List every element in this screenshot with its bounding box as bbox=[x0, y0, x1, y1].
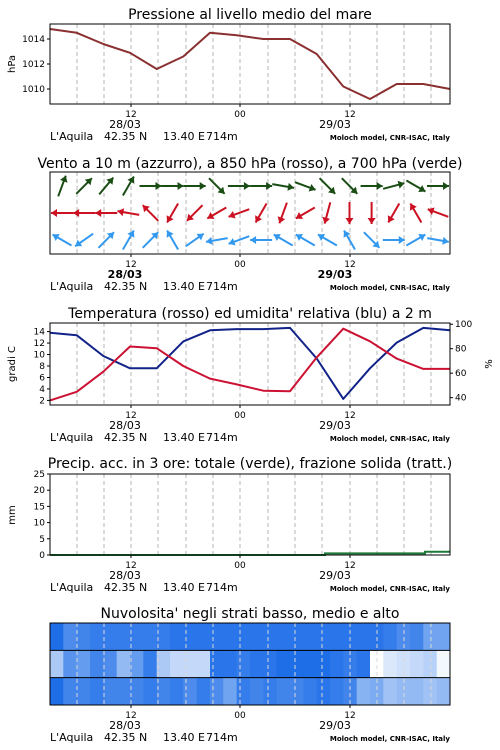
arrow-head bbox=[346, 218, 354, 224]
precip-panel bbox=[7, 456, 452, 594]
wind-850-arrow bbox=[73, 209, 95, 217]
cloud-cell bbox=[383, 678, 397, 705]
cloud-cell bbox=[237, 623, 251, 650]
cloud-cell bbox=[357, 623, 371, 650]
wind-700-arrow bbox=[162, 182, 184, 190]
location-name: L'Aquila bbox=[50, 731, 94, 744]
wind-850-arrow bbox=[346, 202, 354, 224]
cloud-cell bbox=[250, 650, 264, 677]
arrow-head bbox=[95, 209, 101, 217]
y-tick-label: 1014 bbox=[22, 35, 45, 45]
cloud-cell bbox=[143, 650, 157, 677]
y-tick-label-right: 80 bbox=[455, 344, 467, 355]
hour-label: 12 bbox=[125, 260, 137, 270]
wind-10m-arrow bbox=[229, 236, 250, 245]
date-label: 29/03 bbox=[319, 118, 351, 131]
wind-850-arrow bbox=[229, 209, 250, 218]
cloud-cell bbox=[437, 678, 451, 705]
location-name: L'Aquila bbox=[50, 130, 94, 143]
cloud-cell bbox=[197, 650, 211, 677]
cloud-cell bbox=[277, 650, 291, 677]
cloud-cell bbox=[143, 623, 157, 650]
y-tick-label: 5 bbox=[39, 534, 45, 545]
clouds-plot bbox=[50, 623, 451, 705]
wind-850-arrow bbox=[296, 208, 315, 220]
date-label: 28/03 bbox=[109, 719, 141, 732]
cloud-cell bbox=[330, 678, 344, 705]
wind-700-arrow bbox=[184, 182, 206, 190]
clouds-panel bbox=[50, 606, 451, 744]
wind-panel bbox=[37, 156, 462, 293]
arrow-head bbox=[178, 182, 184, 190]
model-source: Moloch model, CNR-ISAC, Italy bbox=[329, 735, 450, 743]
cloud-cell bbox=[157, 623, 171, 650]
cloud-cell bbox=[277, 678, 291, 705]
wind-10m-arrow bbox=[186, 234, 204, 247]
precip-xaxis bbox=[50, 555, 450, 594]
cloud-cell bbox=[303, 650, 317, 677]
date-label: 28/03 bbox=[109, 118, 141, 131]
wind-850-arrow bbox=[410, 204, 422, 223]
date-label: 28/03 bbox=[109, 419, 141, 432]
wind-10m-arrow bbox=[406, 234, 425, 246]
arrow-head bbox=[266, 182, 272, 190]
hour-label: 12 bbox=[344, 110, 356, 120]
cloud-cell bbox=[330, 623, 344, 650]
hour-label: 12 bbox=[344, 561, 356, 571]
wind-10m-arrow bbox=[383, 236, 405, 244]
location-lon: 13.40 E bbox=[163, 280, 205, 293]
cloud-cell bbox=[77, 678, 91, 705]
location-name: L'Aquila bbox=[50, 431, 94, 444]
rh-ylabel: % bbox=[484, 359, 495, 369]
cloud-cell bbox=[63, 623, 77, 650]
cloud-cell bbox=[263, 623, 277, 650]
clouds-title: Nuvolosita' negli strati basso, medio e alto bbox=[100, 606, 400, 622]
y-tick-label: 0 bbox=[39, 551, 45, 561]
temp-rh-title: Temperatura (rosso) ed umidita' relativa (blu) a 2 m bbox=[68, 306, 432, 322]
y-tick-label: 15 bbox=[33, 502, 45, 513]
cloud-cell bbox=[143, 678, 157, 705]
wind-700-arrow bbox=[228, 182, 250, 190]
cloud-cell bbox=[303, 623, 317, 650]
cloud-cell bbox=[183, 650, 197, 677]
y-tick-label: 12 bbox=[33, 339, 45, 350]
cloud-cell bbox=[170, 623, 184, 650]
cloud-cell bbox=[183, 623, 197, 650]
date-label: 29/03 bbox=[319, 719, 351, 732]
cloud-cell bbox=[90, 678, 104, 705]
y-tick-label-right: 60 bbox=[455, 369, 467, 380]
hour-label: 00 bbox=[234, 411, 246, 421]
hour-label: 12 bbox=[344, 711, 356, 721]
pressure-xaxis bbox=[50, 104, 450, 143]
temp-rh-panel bbox=[7, 306, 495, 444]
cloud-cell bbox=[103, 623, 117, 650]
cloud-cell bbox=[330, 650, 344, 677]
cloud-cell bbox=[277, 623, 291, 650]
location-lat: 42.35 N bbox=[104, 731, 148, 744]
date-label: 29/03 bbox=[319, 419, 351, 432]
cloud-cell bbox=[317, 623, 331, 650]
cloud-cell bbox=[130, 650, 144, 677]
pressure-grid bbox=[77, 24, 431, 104]
y-tick-label-right: 40 bbox=[455, 393, 467, 404]
date-label: 28/03 bbox=[107, 268, 143, 281]
y-tick-label: 4 bbox=[39, 384, 45, 395]
cloud-cell bbox=[317, 678, 331, 705]
wind-10m-arrow bbox=[274, 234, 293, 246]
wind-850-arrow bbox=[167, 204, 179, 223]
wind-850-arrow bbox=[143, 205, 159, 221]
location-lon: 13.40 E bbox=[163, 731, 205, 744]
pressure-frame bbox=[50, 24, 450, 104]
cloud-cell bbox=[170, 650, 184, 677]
date-label: 28/03 bbox=[109, 569, 141, 582]
wind-10m-arrow bbox=[99, 232, 115, 248]
wind-850-arrow bbox=[51, 209, 73, 217]
wind-700-arrow bbox=[383, 181, 404, 189]
location-name: L'Aquila bbox=[50, 280, 94, 293]
cloud-cell bbox=[303, 678, 317, 705]
arrow-head bbox=[51, 209, 57, 217]
wind-850-arrow bbox=[368, 202, 376, 224]
cloud-cell bbox=[50, 650, 64, 677]
cloud-cell bbox=[103, 678, 117, 705]
y-tick-label: 10 bbox=[33, 518, 45, 529]
wind-700-arrow bbox=[272, 183, 294, 191]
cloud-cell bbox=[383, 623, 397, 650]
cloud-cell bbox=[210, 678, 224, 705]
cloud-cell bbox=[223, 678, 237, 705]
y-tick-label: 1012 bbox=[22, 60, 45, 70]
location-lat: 42.35 N bbox=[104, 581, 148, 594]
cloud-cell bbox=[437, 650, 451, 677]
y-tick-label: 2 bbox=[39, 396, 45, 407]
hour-label: 12 bbox=[125, 411, 137, 421]
wind-850-arrow bbox=[278, 203, 287, 224]
wind-10m-arrow bbox=[364, 232, 380, 248]
cloud-cell bbox=[103, 650, 117, 677]
arrow-head bbox=[200, 182, 206, 190]
cloud-cell bbox=[410, 623, 424, 650]
cloud-cell bbox=[50, 678, 64, 705]
wind-title: Vento a 10 m (azzurro), a 850 hPa (rosso), a 700 hPa (verde) bbox=[37, 156, 463, 172]
wind-700-arrow bbox=[250, 182, 272, 190]
cloud-cell bbox=[317, 650, 331, 677]
cloud-cell bbox=[383, 650, 397, 677]
hour-label: 00 bbox=[234, 561, 246, 571]
cloud-cell bbox=[357, 678, 371, 705]
cloud-cell bbox=[423, 650, 437, 677]
y-tick-label: 25 bbox=[33, 470, 45, 480]
arrow-head bbox=[250, 236, 256, 244]
cloud-cell bbox=[210, 623, 224, 650]
hour-label: 00 bbox=[234, 711, 246, 721]
location-alt: 714m bbox=[206, 731, 238, 744]
arrow-head bbox=[244, 182, 250, 190]
y-tick-label: 8 bbox=[39, 362, 45, 373]
location-lat: 42.35 N bbox=[104, 280, 148, 293]
location-lat: 42.35 N bbox=[104, 431, 148, 444]
wind-10m-arrow bbox=[123, 231, 134, 250]
location-lon: 13.40 E bbox=[163, 581, 205, 594]
cloud-cell bbox=[223, 623, 237, 650]
precip-yticks bbox=[34, 470, 50, 561]
cloud-cell bbox=[237, 678, 251, 705]
wind-10m-arrow bbox=[427, 237, 449, 245]
wind-10m-arrow bbox=[296, 234, 315, 246]
wind-700-arrow bbox=[361, 182, 383, 190]
y-tick-label-right: 100 bbox=[455, 320, 473, 331]
hour-label: 12 bbox=[344, 411, 356, 421]
wind-850-arrow bbox=[322, 202, 330, 223]
cloud-cell bbox=[117, 678, 131, 705]
arrow-head bbox=[443, 182, 449, 190]
cloud-cell bbox=[263, 650, 277, 677]
cloud-cell bbox=[170, 678, 184, 705]
cloud-cell bbox=[437, 623, 451, 650]
cloud-cell bbox=[290, 678, 304, 705]
wind-700-arrow bbox=[123, 177, 134, 196]
cloud-cell bbox=[117, 650, 131, 677]
wind-10m-arrow bbox=[53, 234, 72, 246]
precip-ylabel: mm bbox=[7, 505, 18, 525]
wind-10m-arrow bbox=[250, 236, 272, 244]
precip-frame bbox=[50, 474, 450, 555]
model-source: Moloch model, CNR-ISAC, Italy bbox=[329, 134, 450, 142]
precip-title: Precip. acc. in 3 ore: totale (verde), frazione solida (tratt.) bbox=[47, 456, 453, 472]
cloud-cell bbox=[423, 623, 437, 650]
y-tick-label: 20 bbox=[33, 486, 45, 497]
location-alt: 714m bbox=[206, 130, 238, 143]
wind-850-arrow bbox=[95, 209, 117, 217]
model-source: Moloch model, CNR-ISAC, Italy bbox=[329, 435, 450, 443]
temp-ylabel: gradi C bbox=[7, 346, 18, 382]
y-tick-label: 10 bbox=[33, 350, 45, 361]
wind-850-arrow bbox=[388, 204, 400, 223]
cloud-cell bbox=[250, 623, 264, 650]
cloud-cell bbox=[50, 623, 64, 650]
wind-850-arrow bbox=[187, 205, 203, 221]
pressure-yticks bbox=[22, 35, 50, 95]
pressure-plot bbox=[50, 29, 450, 99]
arrow-head bbox=[73, 209, 79, 217]
wind-plot bbox=[51, 176, 449, 250]
cloud-cell bbox=[63, 650, 77, 677]
temperature-line bbox=[50, 329, 450, 401]
arrow-head bbox=[398, 181, 405, 189]
cloud-cell bbox=[90, 623, 104, 650]
cloud-cell bbox=[77, 650, 91, 677]
cloud-cell bbox=[117, 623, 131, 650]
wind-700-arrow bbox=[427, 182, 449, 190]
cloud-cell bbox=[223, 650, 237, 677]
location-lat: 42.35 N bbox=[104, 130, 148, 143]
location-lon: 13.40 E bbox=[163, 431, 205, 444]
cloud-cell bbox=[130, 678, 144, 705]
y-tick-label: 14 bbox=[33, 327, 45, 338]
pressure-title: Pressione al livello medio del mare bbox=[128, 7, 372, 23]
cloud-cell bbox=[157, 650, 171, 677]
hour-label: 00 bbox=[234, 260, 246, 270]
wind-700-arrow bbox=[76, 178, 92, 194]
wind-700-arrow bbox=[209, 178, 225, 194]
wind-10m-arrow bbox=[318, 234, 337, 246]
y-tick-label: 6 bbox=[39, 373, 45, 384]
cloud-cell bbox=[197, 623, 211, 650]
hour-label: 00 bbox=[234, 110, 246, 120]
temp-rh-frame bbox=[50, 323, 450, 405]
cloud-cell bbox=[237, 650, 251, 677]
cloud-cell bbox=[250, 678, 264, 705]
date-label: 29/03 bbox=[319, 569, 351, 582]
wind-850-arrow bbox=[255, 204, 267, 223]
model-source: Moloch model, CNR-ISAC, Italy bbox=[329, 284, 450, 292]
temp-rh-grid bbox=[77, 323, 431, 405]
arrow-head bbox=[377, 182, 383, 190]
precip-grid bbox=[77, 474, 431, 555]
cloud-cell bbox=[410, 678, 424, 705]
wind-10m-arrow bbox=[206, 237, 228, 245]
location-alt: 714m bbox=[206, 581, 238, 594]
date-label: 29/03 bbox=[317, 268, 353, 281]
cloud-cell bbox=[423, 678, 437, 705]
model-source: Moloch model, CNR-ISAC, Italy bbox=[329, 585, 450, 593]
cloud-cell bbox=[63, 678, 77, 705]
hour-label: 12 bbox=[125, 711, 137, 721]
location-name: L'Aquila bbox=[50, 581, 94, 594]
wind-10m-arrow bbox=[75, 234, 93, 247]
arrow-head bbox=[368, 218, 376, 224]
cloud-cell bbox=[263, 678, 277, 705]
cloud-cell bbox=[90, 650, 104, 677]
location-alt: 714m bbox=[206, 431, 238, 444]
y-tick-label: 1010 bbox=[22, 85, 45, 95]
pressure-ylabel: hPa bbox=[7, 54, 18, 74]
hour-label: 12 bbox=[125, 561, 137, 571]
pressure-line bbox=[50, 29, 450, 99]
cloud-cell bbox=[130, 623, 144, 650]
cloud-cell bbox=[410, 650, 424, 677]
wind-850-arrow bbox=[207, 208, 226, 220]
hour-label: 12 bbox=[125, 110, 137, 120]
wind-10m-arrow bbox=[344, 231, 355, 250]
wind-700-arrow bbox=[99, 178, 113, 195]
wind-700-arrow bbox=[406, 181, 425, 193]
wind-10m-arrow bbox=[143, 232, 159, 248]
cloud-cell bbox=[357, 650, 371, 677]
cloud-cell bbox=[197, 678, 211, 705]
cloud-cell bbox=[157, 678, 171, 705]
cloud-cell bbox=[183, 678, 197, 705]
wind-850-arrow bbox=[118, 208, 140, 216]
clouds-xaxis bbox=[50, 705, 450, 744]
wind-10m-arrow bbox=[167, 231, 179, 250]
hour-label: 12 bbox=[344, 260, 356, 270]
pressure-panel bbox=[7, 7, 450, 143]
location-lon: 13.40 E bbox=[163, 130, 205, 143]
wind-700-arrow bbox=[58, 176, 67, 197]
cloud-cell bbox=[77, 623, 91, 650]
cloud-cell bbox=[290, 623, 304, 650]
wind-xaxis bbox=[50, 254, 450, 293]
temp-rh-plot bbox=[50, 328, 450, 401]
wind-700-arrow bbox=[295, 182, 316, 191]
temp-rh-xaxis bbox=[50, 405, 450, 444]
cloud-cell bbox=[290, 650, 304, 677]
cloud-cell bbox=[210, 650, 224, 677]
location-alt: 714m bbox=[206, 280, 238, 293]
